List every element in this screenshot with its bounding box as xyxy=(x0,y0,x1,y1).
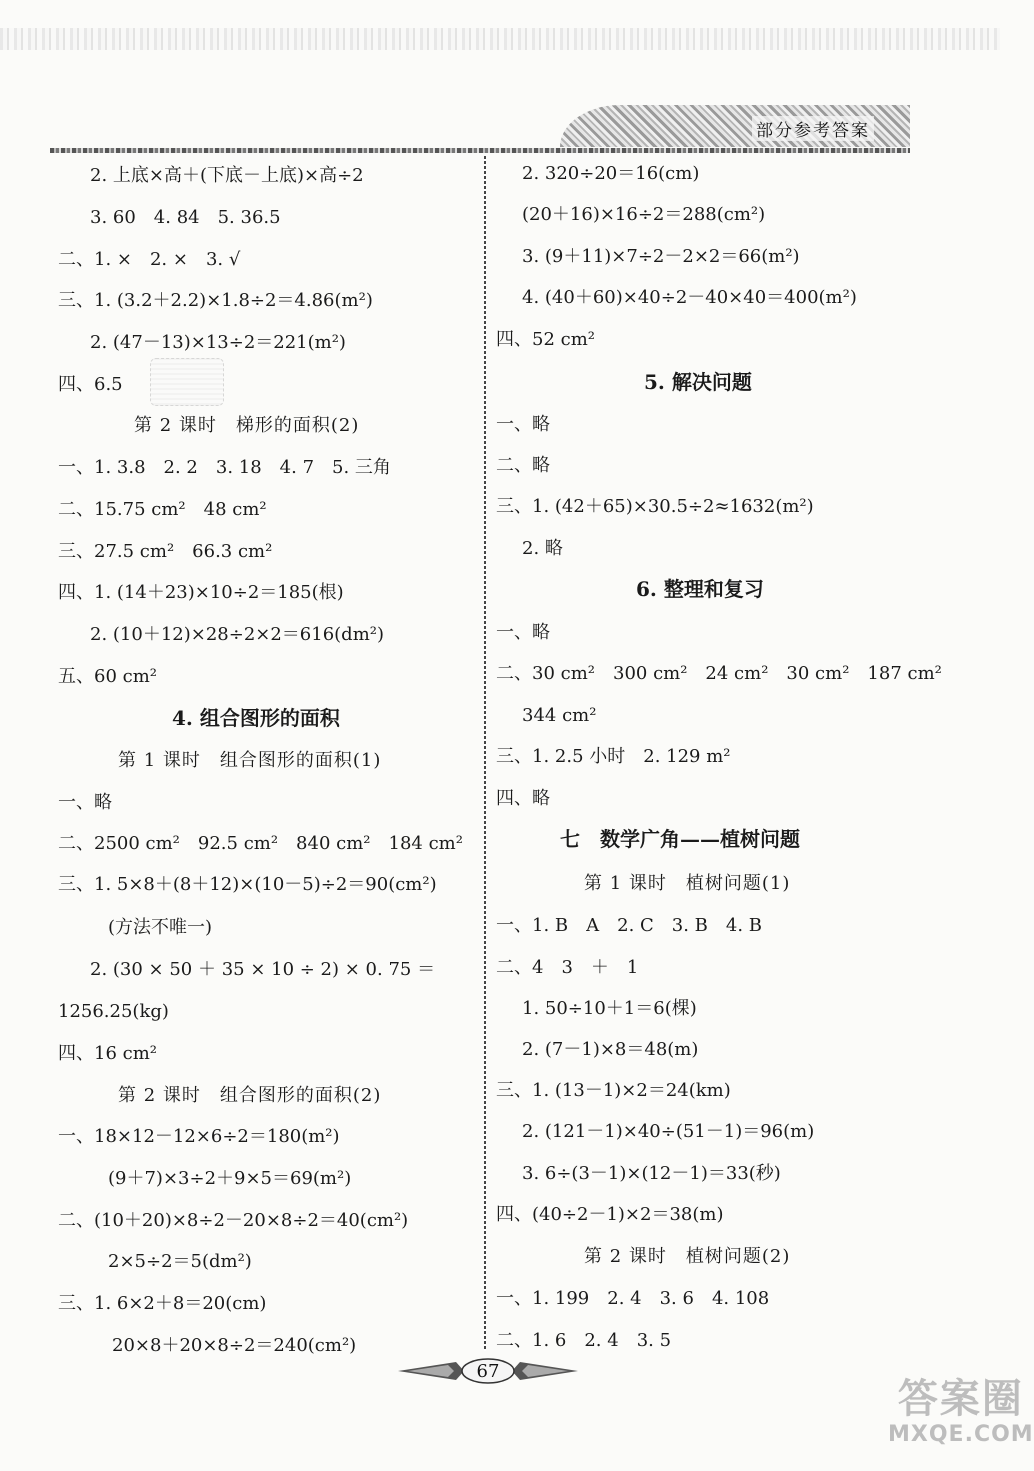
watermark-logo: 答案圈 xyxy=(897,1376,1024,1422)
answer-line: (20＋16)×16÷2＝288(cm²) xyxy=(522,204,766,225)
section-heading: 5. 解决问题 xyxy=(644,370,752,394)
watermark xyxy=(888,1376,1034,1448)
answer-line: 1. 50÷10＋1＝6(棵) xyxy=(522,998,697,1019)
answer-line: 四、16 cm² xyxy=(58,1043,157,1064)
answer-line: 二、1. × 2. × 3. √ xyxy=(58,249,241,270)
watermark-url: MXQE.COM xyxy=(888,1422,1034,1447)
answer-line: 一、1. 199 2. 4 3. 6 4. 108 xyxy=(496,1288,770,1309)
lesson-heading: 第 1 课时 组合图形的面积(1) xyxy=(118,750,382,771)
answer-line: 一、略 xyxy=(496,414,550,435)
answer-line: 三、1. 2.5 小时 2. 129 m² xyxy=(496,746,731,767)
answer-line: 2. (30 × 50 ＋ 35 × 10 ÷ 2) × 0. 75 ＝ xyxy=(90,959,436,980)
answer-line: 一、1. 3.8 2. 2 3. 18 4. 7 5. 三角 xyxy=(58,457,391,478)
answer-line: 2. (47－13)×13÷2＝221(m²) xyxy=(90,332,346,353)
answer-line: 2. (7－1)×8＝48(m) xyxy=(522,1039,699,1060)
answer-line: 五、60 cm² xyxy=(58,666,157,687)
answer-line: 二、30 cm² 300 cm² 24 cm² 30 cm² 187 cm² xyxy=(496,663,942,684)
page-number: 67 xyxy=(476,1361,500,1382)
answer-line: 二、2500 cm² 92.5 cm² 840 cm² 184 cm² xyxy=(58,833,463,854)
lesson-heading: 第 2 课时 组合图形的面积(2) xyxy=(118,1085,382,1106)
answer-line: 2. 上底×高＋(下底－上底)×高÷2 xyxy=(90,165,364,186)
left-column xyxy=(50,0,490,1471)
answer-line: 1256.25(kg) xyxy=(58,1001,169,1022)
answer-line: (9＋7)×3÷2＋9×5＝69(m²) xyxy=(108,1168,352,1189)
lesson-heading: 第 1 课时 植树问题(1) xyxy=(584,873,791,894)
answer-line: 三、1. 6×2＋8＝20(cm) xyxy=(58,1293,267,1314)
section-heading: 6. 整理和复习 xyxy=(636,577,764,601)
answer-line: 三、1. (3.2＋2.2)×1.8÷2＝4.86(m²) xyxy=(58,290,373,311)
answer-line: 三、1. (13－1)×2＝24(km) xyxy=(496,1080,731,1101)
answer-line: 三、1. 5×8＋(8＋12)×(10－5)÷2＝90(cm²) xyxy=(58,874,437,895)
answer-line: 2×5÷2＝5(dm²) xyxy=(108,1251,252,1272)
answer-line: 二、4 3 ＋ 1 xyxy=(496,957,639,978)
lesson-heading: 第 2 课时 梯形的面积(2) xyxy=(134,415,360,436)
answer-line: 四、52 cm² xyxy=(496,329,595,350)
answer-line: 二、1. 6 2. 4 3. 5 xyxy=(496,1330,672,1351)
answer-line: 四、(40÷2－1)×2＝38(m) xyxy=(496,1204,724,1225)
answer-line: 二、15.75 cm² 48 cm² xyxy=(58,499,267,520)
right-column xyxy=(492,0,942,1471)
answer-line: 2. (121－1)×40÷(51－1)＝96(m) xyxy=(522,1121,815,1142)
header-title: 部分参考答案 xyxy=(752,116,874,141)
section-heading: 七 数学广角——植树问题 xyxy=(560,827,800,851)
answer-line: 三、27.5 cm² 66.3 cm² xyxy=(58,541,273,562)
section-heading: 4. 组合图形的面积 xyxy=(172,706,340,730)
answer-line: 二、(10＋20)×8÷2－20×8÷2＝40(cm²) xyxy=(58,1210,409,1231)
answer-line: 344 cm² xyxy=(522,705,597,726)
answer-line: 2. 略 xyxy=(522,538,563,559)
answer-line: 三、1. (42＋65)×30.5÷2≈1632(m²) xyxy=(496,496,814,517)
answer-line: 4. (40＋60)×40÷2－40×40＝400(m²) xyxy=(522,287,857,308)
answer-line: (方法不唯一) xyxy=(108,917,213,938)
answer-line: 四、略 xyxy=(496,788,550,809)
answer-line: 一、略 xyxy=(496,622,550,643)
answer-line: 3. 6÷(3－1)×(12－1)＝33(秒) xyxy=(522,1163,781,1184)
answer-line: 3. 60 4. 84 5. 36.5 xyxy=(90,207,281,228)
answer-line: 四、1. (14＋23)×10÷2＝185(根) xyxy=(58,582,344,603)
answer-line: 二、略 xyxy=(496,455,550,476)
answer-line: 四、6.5 xyxy=(58,374,123,395)
answer-line: 一、1. B A 2. C 3. B 4. B xyxy=(496,915,763,936)
answer-line: 一、略 xyxy=(58,792,112,813)
answer-line: 2. (10＋12)×28÷2×2＝616(dm²) xyxy=(90,624,385,645)
answer-line: 一、18×12－12×6÷2＝180(m²) xyxy=(58,1126,340,1147)
lesson-heading: 第 2 课时 植树问题(2) xyxy=(584,1246,791,1267)
answer-line: 2. 320÷20＝16(cm) xyxy=(522,163,700,184)
answer-line: 3. (9＋11)×7÷2－2×2＝66(m²) xyxy=(522,246,800,267)
answer-line: 20×8＋20×8÷2＝240(cm²) xyxy=(112,1335,357,1356)
